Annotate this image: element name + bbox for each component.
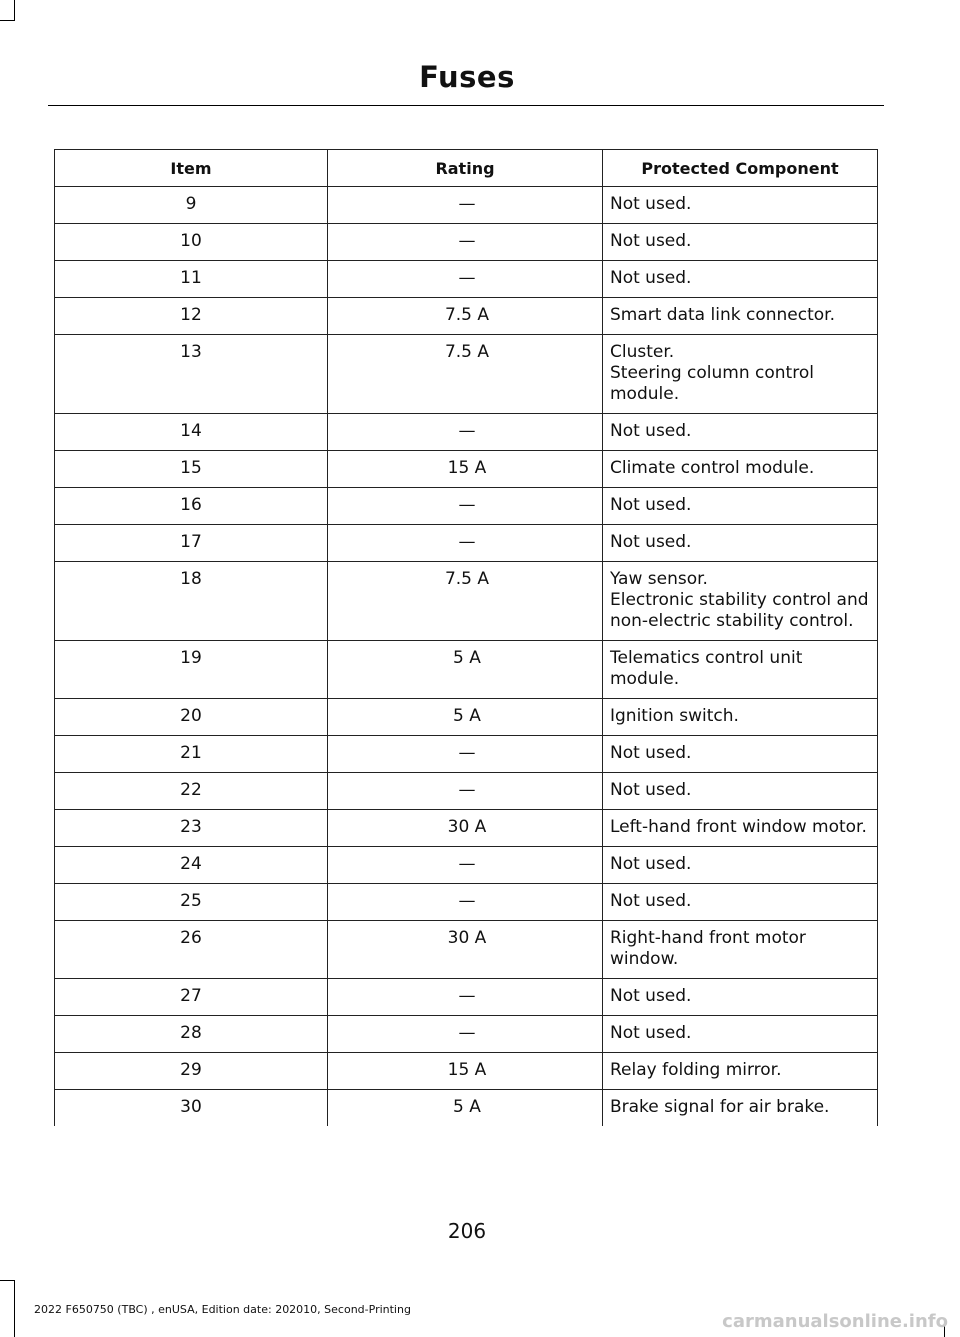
column-header-rating: Rating bbox=[327, 150, 602, 187]
item-cell: 25 bbox=[55, 884, 328, 921]
table-row bbox=[55, 1016, 878, 1053]
protected-component-cell: Not used. bbox=[602, 773, 877, 810]
item-cell: 9 bbox=[55, 187, 328, 224]
table-row bbox=[55, 884, 878, 921]
protected-component-cell: Not used. bbox=[602, 488, 877, 525]
rating-cell: — bbox=[327, 525, 602, 562]
rating-cell: 30 A bbox=[327, 810, 602, 847]
fuse-table bbox=[54, 149, 878, 1126]
protected-component-cell: Ignition switch. bbox=[602, 699, 877, 736]
rating-cell: — bbox=[327, 187, 602, 224]
table-row bbox=[55, 641, 878, 699]
protected-component-cell: Brake signal for air brake. bbox=[602, 1090, 877, 1127]
protected-component-cell: Not used. bbox=[602, 1016, 877, 1053]
protected-component-cell: Left-hand front window motor. bbox=[602, 810, 877, 847]
protected-component-cell: Not used. bbox=[602, 414, 877, 451]
page-title: Fuses bbox=[419, 60, 515, 94]
protected-component-cell: Not used. bbox=[602, 224, 877, 261]
protected-component-cell: Telematics control unit module. bbox=[602, 641, 877, 699]
table-row bbox=[55, 562, 878, 641]
table-body bbox=[55, 187, 878, 1127]
rating-cell: — bbox=[327, 261, 602, 298]
table-row bbox=[55, 261, 878, 298]
item-cell: 30 bbox=[55, 1090, 328, 1127]
item-cell: 16 bbox=[55, 488, 328, 525]
table-row bbox=[55, 699, 878, 736]
protected-component-cell: Right-hand front motor window. bbox=[602, 921, 877, 979]
protected-component-cell: Not used. bbox=[602, 261, 877, 298]
rating-cell: 15 A bbox=[327, 1053, 602, 1090]
item-cell: 11 bbox=[55, 261, 328, 298]
item-cell: 21 bbox=[55, 736, 328, 773]
rating-cell: — bbox=[327, 1016, 602, 1053]
item-cell: 29 bbox=[55, 1053, 328, 1090]
item-cell: 12 bbox=[55, 298, 328, 335]
protected-component-cell: Not used. bbox=[602, 847, 877, 884]
item-cell: 26 bbox=[55, 921, 328, 979]
rating-cell: — bbox=[327, 488, 602, 525]
item-cell: 27 bbox=[55, 979, 328, 1016]
edition-footer: 2022 F650750 (TBC) , enUSA, Edition date: 202010, Second-Printing bbox=[34, 1303, 411, 1316]
item-cell: 28 bbox=[55, 1016, 328, 1053]
rating-cell: — bbox=[327, 736, 602, 773]
item-cell: 17 bbox=[55, 525, 328, 562]
watermark: carmanualsonline.info bbox=[722, 1311, 948, 1332]
rating-cell: 5 A bbox=[327, 1090, 602, 1127]
protected-component-cell: Climate control module. bbox=[602, 451, 877, 488]
rating-cell: 15 A bbox=[327, 451, 602, 488]
rating-cell: — bbox=[327, 884, 602, 921]
protected-component-cell: Smart data link connector. bbox=[602, 298, 877, 335]
table-row bbox=[55, 224, 878, 261]
protected-component-cell: Not used. bbox=[602, 525, 877, 562]
column-header-item: Item bbox=[55, 150, 328, 187]
table-row bbox=[55, 847, 878, 884]
item-cell: 14 bbox=[55, 414, 328, 451]
table-row bbox=[55, 773, 878, 810]
rating-cell: 30 A bbox=[327, 921, 602, 979]
rating-cell: — bbox=[327, 414, 602, 451]
rating-cell: — bbox=[327, 773, 602, 810]
page-number: 206 bbox=[447, 1219, 487, 1243]
protected-component-cell: Not used. bbox=[602, 884, 877, 921]
protected-component-cell: Yaw sensor. Electronic stability control and non-electric stability control. bbox=[602, 562, 877, 641]
header-rule bbox=[48, 105, 884, 106]
protected-component-cell: Not used. bbox=[602, 736, 877, 773]
item-cell: 20 bbox=[55, 699, 328, 736]
table-row bbox=[55, 736, 878, 773]
table-row bbox=[55, 921, 878, 979]
item-cell: 18 bbox=[55, 562, 328, 641]
table-row bbox=[55, 525, 878, 562]
item-cell: 24 bbox=[55, 847, 328, 884]
rating-cell: 7.5 A bbox=[327, 335, 602, 414]
rating-cell: 5 A bbox=[327, 699, 602, 736]
crop-mark bbox=[0, 1280, 15, 1281]
crop-mark bbox=[14, 1280, 15, 1337]
rating-cell: — bbox=[327, 979, 602, 1016]
item-cell: 10 bbox=[55, 224, 328, 261]
protected-component-cell: Cluster. Steering column control module. bbox=[602, 335, 877, 414]
table-row bbox=[55, 488, 878, 525]
table-row bbox=[55, 414, 878, 451]
crop-mark bbox=[0, 20, 15, 21]
rating-cell: 5 A bbox=[327, 641, 602, 699]
rating-cell: 7.5 A bbox=[327, 298, 602, 335]
table-row bbox=[55, 810, 878, 847]
table-row bbox=[55, 298, 878, 335]
item-cell: 13 bbox=[55, 335, 328, 414]
item-cell: 19 bbox=[55, 641, 328, 699]
table-row bbox=[55, 335, 878, 414]
protected-component-cell: Not used. bbox=[602, 187, 877, 224]
rating-cell: — bbox=[327, 847, 602, 884]
rating-cell: 7.5 A bbox=[327, 562, 602, 641]
table-row bbox=[55, 979, 878, 1016]
item-cell: 22 bbox=[55, 773, 328, 810]
table-row bbox=[55, 187, 878, 224]
table-row bbox=[55, 451, 878, 488]
crop-mark bbox=[14, 0, 15, 20]
table-row bbox=[55, 1090, 878, 1127]
protected-component-cell: Relay folding mirror. bbox=[602, 1053, 877, 1090]
item-cell: 15 bbox=[55, 451, 328, 488]
rating-cell: — bbox=[327, 224, 602, 261]
table-header-row bbox=[55, 150, 878, 187]
item-cell: 23 bbox=[55, 810, 328, 847]
column-header-protected-component: Protected Component bbox=[602, 150, 877, 187]
protected-component-cell: Not used. bbox=[602, 979, 877, 1016]
table-row bbox=[55, 1053, 878, 1090]
